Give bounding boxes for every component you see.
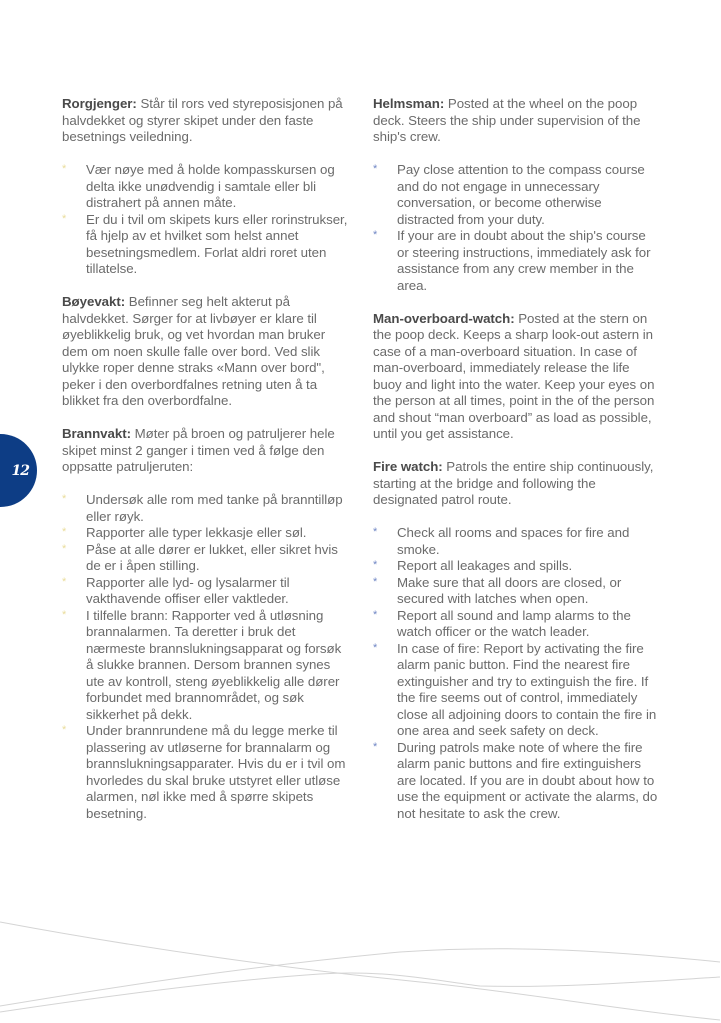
bullet-icon: * — [373, 526, 378, 538]
section-paragraph — [62, 294, 350, 410]
page-number-tab — [0, 434, 37, 507]
wave-line — [0, 922, 720, 1020]
section-text: Posted at the stern on the poop deck. Keeps a sharp look-out astern in case of a man-overboard situation. In case of man-overboard, immediately release the life buoy and light into the water. Keep your eyes on the person at all times, point in the of the person and shout “man overboard” as load as possible, until you get assistance. — [373, 310, 655, 441]
list-item-text: Report all sound and lamp alarms to the watch officer or the watch leader. — [397, 607, 631, 639]
section-boyevakt — [62, 294, 350, 410]
section-text: Posted at the wheel on the poop deck. Steers the ship under supervision of the ship's crew. — [373, 96, 641, 144]
bullet-icon: * — [373, 641, 378, 654]
bullet-icon: * — [373, 608, 378, 621]
list-item-text: Check all rooms and spaces for fire and smoke. — [397, 525, 630, 557]
left-column-norwegian — [62, 96, 350, 839]
list-item-text: Report all leakages and spills. — [397, 558, 573, 573]
list-item-text: Er du i tvil om skipets kurs eller rorinstrukser, få hjelp av et hvilket som helst annet besetningsmedlem. Forlat aldri roret uten tillatelse. — [86, 211, 348, 276]
wave-line — [0, 973, 720, 1012]
list-item-text: Rapporter alle lyd- og lysalarmer til vakthavende offiser eller vaktleder. — [86, 574, 290, 606]
list-item-text: Under brannrundene må du legge merke til plassering av utløserne for brannalarm og brannslukningsapparater. Hvis du er i tvil om hvorledes du skal bruke utstyret eller utløse alarmen, nøl ikke med å spørre skipets besetning. — [86, 723, 346, 821]
bullet-icon: * — [373, 559, 378, 571]
list-item — [62, 723, 350, 822]
list-item — [373, 740, 661, 823]
section-paragraph — [62, 96, 350, 146]
section-paragraph — [373, 459, 661, 509]
bullet-list — [373, 162, 661, 294]
bullet-icon: * — [62, 575, 67, 588]
list-item — [373, 228, 661, 294]
list-item — [62, 542, 350, 575]
list-item — [373, 641, 661, 740]
list-item-text: Make sure that all doors are closed, or secured with latches when open. — [397, 574, 622, 606]
list-item-text: In case of fire: Report by activating the fire alarm panic button. Find the nearest fire extinguisher and try to extinguish the fire. If the fire seems out of control, immediately close all adjoining doors to contain the fire in one area and seek safety on deck. — [397, 640, 657, 738]
right-column-english — [373, 96, 661, 839]
section-text: Befinner seg helt akterut på halvdekket. Sørger for at livbøyer er klare til øyeblikkelig bruk, og vet hvordan man bruker dem om noen skulle falle over bord. Ved slik ulykke roper denne straks «Mann over bord", peker i den overbordfalnes retning uten å ta blikket fra den overbordfalne. — [62, 294, 326, 408]
bullet-list — [373, 525, 661, 822]
section-paragraph — [62, 426, 350, 476]
list-item-text: Påse at alle dører er lukket, eller sikret hvis de er i åpen stilling. — [86, 541, 338, 573]
section-heading: Fire watch: — [373, 459, 443, 474]
wave-line — [0, 949, 720, 1006]
list-item — [62, 492, 350, 525]
bullet-icon: * — [62, 526, 67, 538]
list-item — [373, 162, 661, 228]
bullet-icon: * — [62, 212, 67, 225]
bullet-list — [62, 162, 350, 278]
bullet-icon: * — [373, 740, 378, 753]
section-text: Står til rors ved styreposisjonen på halvdekket og styrer skipet under den faste besetnings veiledning. — [62, 96, 343, 144]
bullet-icon: * — [373, 575, 378, 588]
bullet-icon: * — [62, 542, 67, 555]
bullet-icon: * — [373, 229, 378, 241]
bullet-icon: * — [373, 163, 378, 175]
list-item — [62, 575, 350, 608]
list-item-text: If your are in doubt about the ship's course or steering instructions, immediately ask for assistance from any crew member in the area. — [397, 228, 651, 293]
section-heading: Man-overboard-watch: — [373, 310, 515, 326]
section-heading: Bøyevakt: — [62, 294, 126, 309]
bullet-icon: * — [62, 493, 67, 505]
section-heading: Rorgjenger: — [62, 96, 137, 111]
list-item-text: Rapporter alle typer lekkasje eller søl. — [86, 525, 307, 540]
section-heading: Helmsman: — [373, 96, 445, 111]
list-item — [373, 525, 661, 558]
section-fire-watch — [373, 459, 661, 822]
bullet-icon: * — [62, 163, 67, 175]
bullet-icon: * — [62, 608, 67, 621]
section-paragraph — [373, 96, 661, 146]
list-item-text: Undersøk alle rom med tanke på branntilløp eller røyk. — [86, 492, 343, 524]
section-text: Møter på broen og patruljerer hele skipet minst 2 ganger i timen ved å følge den oppsatte patruljeruten: — [62, 426, 335, 474]
list-item — [62, 608, 350, 724]
bullet-icon: * — [62, 724, 67, 736]
list-item — [373, 575, 661, 608]
section-text: Patrols the entire ship continuously, starting at the bridge and following the designated patrol route. — [373, 459, 654, 507]
section-paragraph — [373, 311, 661, 443]
list-item-text: I tilfelle brann: Rapporter ved å utløsning brannalarmen. Ta deretter i bruk det nærmeste brannslukningsapparat og forsøk å slukke brannen. Dersom brannen synes ute av kontroll, steng øyeblikkelig alle dører forbundet med brannområdet, og søk sikkerhet på dekk. — [86, 607, 342, 722]
list-item-text: During patrols make note of where the fire alarm panic buttons and fire extinguishers are located. If you are in doubt about how to use the equipment or activate the alarms, do not hesitate to ask the crew. — [397, 739, 658, 821]
section-brannvakt — [62, 426, 350, 822]
page-number: 12 — [11, 462, 29, 479]
bullet-list — [62, 492, 350, 822]
list-item — [373, 558, 661, 575]
decorative-wave-lines — [0, 890, 721, 1023]
list-item — [62, 525, 350, 542]
section-heading: Brannvakt: — [62, 426, 131, 441]
list-item — [373, 608, 661, 641]
list-item-text: Pay close attention to the compass course and do not engage in unnecessary conversation, or become otherwise distracted from your duty. — [397, 162, 645, 227]
section-rorgjenger — [62, 96, 350, 278]
list-item-text: Vær nøye med å holde kompasskursen og delta ikke unødvendig i samtale eller bli distrahert på annen måte. — [86, 162, 335, 210]
list-item — [62, 162, 350, 212]
list-item — [62, 212, 350, 278]
section-helmsman — [373, 96, 661, 294]
section-man-overboard-watch — [373, 311, 661, 443]
